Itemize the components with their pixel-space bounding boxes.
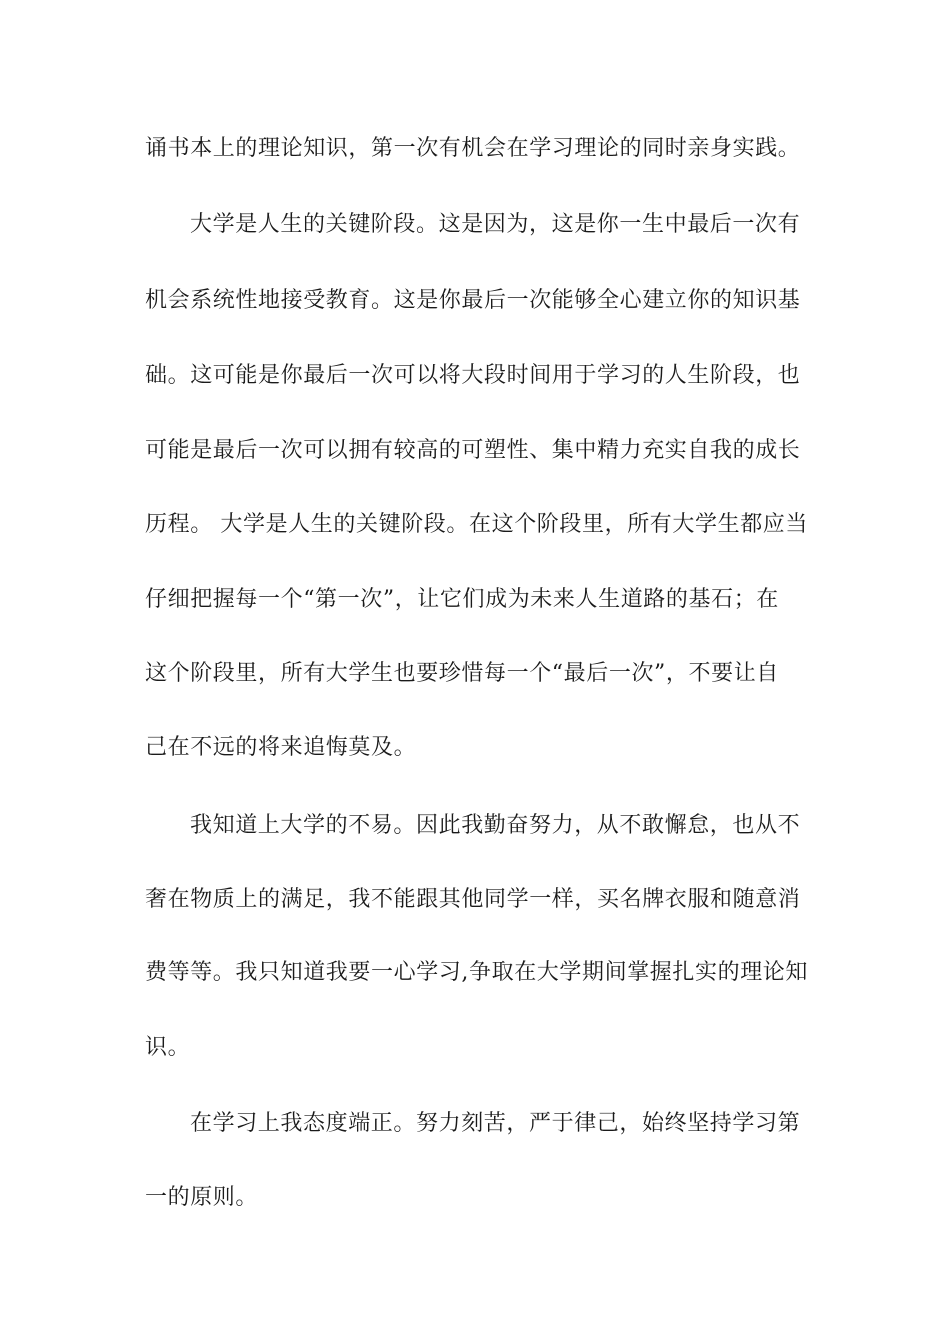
text-line: 这个阶段里，所有大学生也要珍惜每一个“最后一次”，不要让自 — [145, 661, 779, 686]
text-line: 己在不远的将来追悔莫及。 — [145, 735, 417, 760]
text-line: 在学习上我态度端正。努力刻苦，严于律己，始终坚持学习第 — [190, 1111, 801, 1136]
text-line: 大学是人生的关键阶段。这是因为，这是你一生中最后一次有 — [190, 212, 801, 237]
text-line: 历程。 大学是人生的关键阶段。在这个阶段里，所有大学生都应当 — [145, 512, 808, 537]
text-line: 机会系统性地接受教育。这是你最后一次能够全心建立你的知识基 — [145, 288, 801, 313]
text-line: 费等等。我只知道我要一心学习,争取在大学期间掌握扎实的理论知 — [145, 960, 808, 985]
text-line: 诵书本上的理论知识，第一次有机会在学习理论的同时亲身实践。 — [145, 136, 801, 161]
text-line: 识。 — [145, 1035, 191, 1060]
text-line: 一的原则。 — [145, 1185, 259, 1210]
text-line: 我知道上大学的不易。因此我勤奋努力，从不敢懈怠，也从不 — [190, 813, 801, 838]
text-line: 可能是最后一次可以拥有较高的可塑性、集中精力充实自我的成长 — [145, 438, 801, 463]
text-line: 仔细把握每一个“第一次”，让它们成为未来人生道路的基石；在 — [145, 587, 779, 612]
text-line: 础。这可能是你最后一次可以将大段时间用于学习的人生阶段，也 — [145, 363, 801, 388]
text-line: 奢在物质上的满足，我不能跟其他同学一样，买名牌衣服和随意消 — [145, 887, 801, 912]
